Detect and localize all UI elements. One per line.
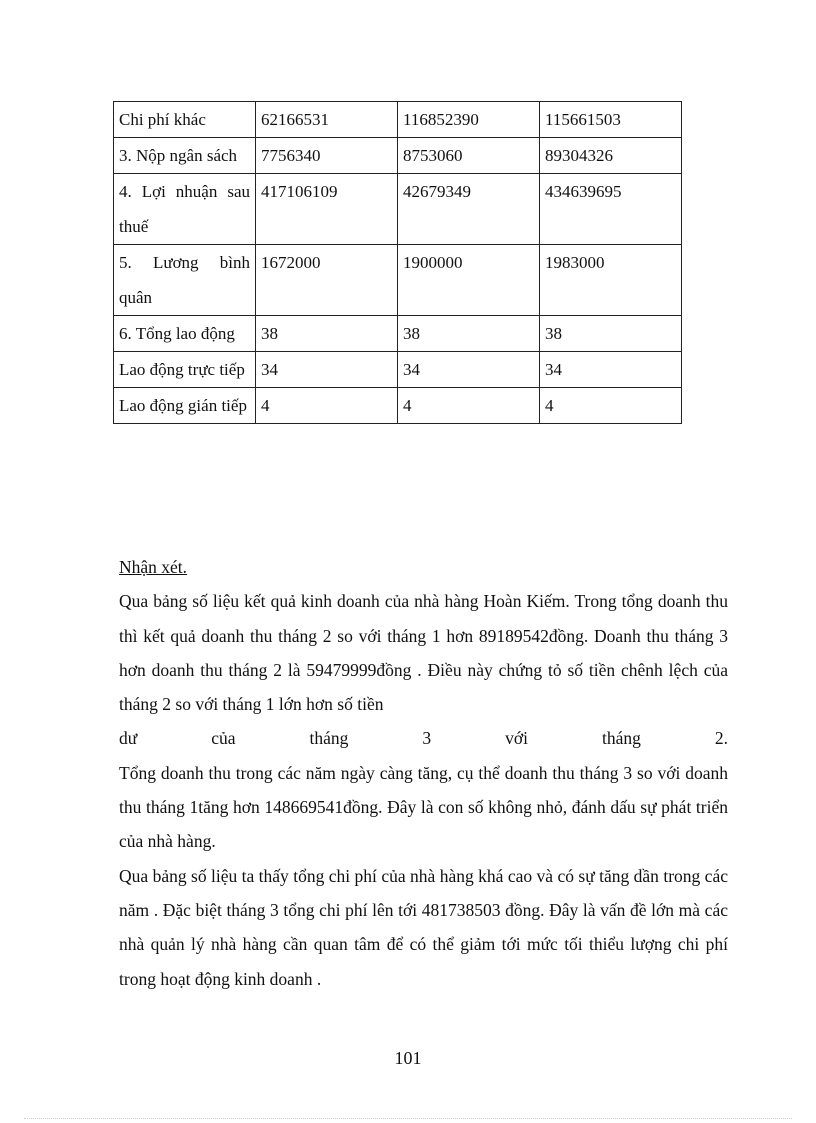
row-label: 3. Nộp ngân sách — [114, 138, 256, 174]
business-results-table — [113, 101, 682, 424]
remarks-paragraph-1-main: Qua bảng số liệu kết quả kinh doanh của nhà hàng Hoàn Kiếm. Trong tổng doanh thu thì kết quả doanh thu tháng 2 so với tháng 1 hơn 89189542đồng. Doanh thu tháng 3 hơn doanh thu tháng 2 là 59479999đồng . Điều này chứng tỏ số tiền chênh lệch của tháng 2 so với tháng 1 lớn hơn số tiền — [119, 591, 728, 715]
table-row — [114, 316, 682, 352]
row-value: 38 — [398, 316, 540, 352]
row-value: 8753060 — [398, 138, 540, 174]
row-value: 34 — [398, 352, 540, 388]
row-value: 42679349 — [398, 174, 540, 245]
row-value: 115661503 — [540, 102, 682, 138]
row-value: 4 — [256, 388, 398, 424]
row-label: 4. Lợi nhuận sau thuế — [114, 174, 256, 245]
row-label: Lao động gián tiếp — [114, 388, 256, 424]
row-value: 4 — [398, 388, 540, 424]
row-value: 4 — [540, 388, 682, 424]
row-value: 62166531 — [256, 102, 398, 138]
row-label: Chi phí khác — [114, 102, 256, 138]
table-row — [114, 388, 682, 424]
row-label: 6. Tổng lao động — [114, 316, 256, 352]
remarks-paragraph-1 — [119, 584, 728, 721]
row-value: 417106109 — [256, 174, 398, 245]
row-value: 34 — [540, 352, 682, 388]
row-value: 434639695 — [540, 174, 682, 245]
table-row — [114, 138, 682, 174]
table-row — [114, 352, 682, 388]
row-value: 7756340 — [256, 138, 398, 174]
remarks-section — [119, 550, 728, 996]
row-value: 38 — [256, 316, 398, 352]
table-row — [114, 102, 682, 138]
row-value: 1900000 — [398, 245, 540, 316]
row-label: 5. Lương bình quân — [114, 245, 256, 316]
remarks-paragraph-2: Tổng doanh thu trong các năm ngày càng tăng, cụ thể doanh thu tháng 3 so với doanh thu tháng 1tăng hơn 148669541đồng. Đây là con số không nhỏ, đánh dấu sự phát triển của nhà hàng. — [119, 762, 728, 852]
row-value: 1672000 — [256, 245, 398, 316]
table-row — [114, 174, 682, 245]
table-row — [114, 245, 682, 316]
remarks-paragraph-3: Qua bảng số liệu ta thấy tổng chi phí của nhà hàng khá cao và có sự tăng dần trong các năm . Đặc biệt tháng 3 tổng chi phí lên tới 481738503 đồng. Đây là vấn đề lớn mà các nhà quản lý nhà hàng cần quan tâm để có thể giảm tới mức tối thiểu lượng chi phí trong hoạt động kinh doanh . — [119, 865, 728, 989]
page-bottom-rule — [24, 1118, 792, 1119]
row-value: 1983000 — [540, 245, 682, 316]
row-value: 34 — [256, 352, 398, 388]
page-number: 101 — [394, 1048, 422, 1068]
remarks-title: Nhận xét. — [119, 557, 188, 577]
row-value: 116852390 — [398, 102, 540, 138]
row-value: 38 — [540, 316, 682, 352]
row-value: 89304326 — [540, 138, 682, 174]
row-label: Lao động trực tiếp — [114, 352, 256, 388]
remarks-paragraph-1-tail: dư của tháng 3 với tháng 2. — [119, 728, 728, 749]
